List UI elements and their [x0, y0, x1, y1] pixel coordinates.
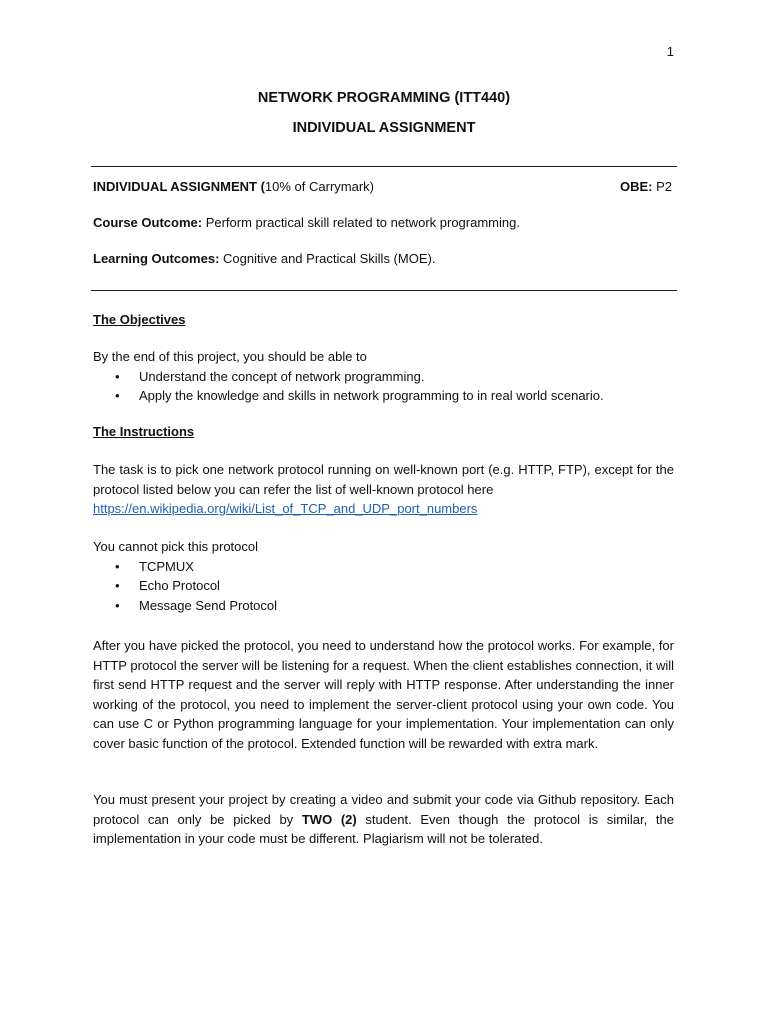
list-item — [93, 596, 674, 616]
list-item — [93, 367, 674, 387]
objectives-heading — [93, 310, 674, 330]
excluded-protocols-section — [93, 537, 674, 615]
list-item — [93, 557, 674, 577]
instructions-para1-text: The task is to pick one network protocol running on well-known port (e.g. HTTP, FTP), except for the protocol listed below you can refer the list of well-known protocol here — [93, 462, 674, 497]
course-outcome-label: Course Outcome: — [93, 215, 203, 230]
instructions-paragraph-2 — [93, 636, 674, 753]
assignment-paren: ( — [256, 179, 265, 194]
page-number: 1 — [666, 44, 674, 59]
assignment-weight-line — [93, 177, 374, 197]
learning-outcomes-label: Learning Outcomes: — [93, 251, 220, 266]
course-outcome-value: Perform practical skill related to network programming. — [202, 215, 520, 230]
list-item — [93, 576, 674, 596]
excluded-protocol: TCPMUX — [139, 558, 194, 574]
objective-text: Understand the concept of network programming. — [139, 368, 425, 384]
instructions-heading — [93, 422, 674, 442]
bullet-icon: • — [115, 578, 120, 593]
assignment-info-row — [93, 177, 674, 197]
learning-outcomes — [93, 249, 674, 269]
excluded-protocol: Echo Protocol — [139, 578, 220, 593]
excluded-protocol: Message Send Protocol — [139, 597, 278, 613]
bullet-icon: • — [115, 597, 120, 613]
wikipedia-port-list-link[interactable]: https://en.wikipedia.org/wiki/List_of_TCP_and_UDP_port_numbers — [93, 501, 478, 516]
cannot-pick-label: You cannot pick this protocol — [93, 539, 259, 554]
bullet-icon: • — [115, 388, 120, 403]
instructions-para3-text-b: student. Even though the protocol is similar, the implementation in your code must be different. Plagiarism will not be tolerated. — [93, 811, 674, 846]
instructions-para2-text: After you have picked the protocol, you need to understand how the protocol works. For example, for HTTP protocol the server will be listening for a request. When the client establishes connection, it will first send HTTP request and the server will reply with HTTP response. After understanding the inner working of the protocol, you need to implement the server-client protocol using your own code. You can use C or Python programming language for your implementation. Your implementation can only cover basic function of the protocol. Extended function will be rewarded with extra mark. — [93, 638, 674, 751]
obe-line — [620, 177, 674, 197]
document-title: NETWORK PROGRAMMING (ITT440) — [257, 90, 511, 106]
instructions-paragraph-3 — [93, 790, 674, 849]
instructions-para3-bold: TWO (2) — [301, 811, 357, 827]
bullet-icon: • — [115, 368, 120, 384]
learning-outcomes-value: Cognitive and Practical Skills (MOE). — [219, 251, 436, 266]
instructions-heading-text: The Instructions — [93, 424, 195, 439]
bottom-divider — [91, 290, 677, 291]
objectives-section — [93, 347, 674, 406]
instructions-paragraph-1 — [93, 460, 674, 519]
objectives-intro: By the end of this project, you should be able to — [93, 349, 367, 364]
bullet-icon: • — [115, 558, 120, 574]
course-outcome — [93, 213, 674, 233]
obe-value: P2 — [652, 179, 672, 194]
assignment-label: INDIVIDUAL ASSIGNMENT — [93, 179, 257, 194]
top-divider — [91, 166, 677, 167]
excluded-protocols-list — [93, 557, 674, 616]
objectives-list — [93, 367, 674, 406]
instructions-para3-text-a: You must present your project by creating a video and submit your code via Github repository. Each protocol can only be picked by — [93, 792, 674, 827]
list-item — [93, 386, 674, 406]
assignment-weight: 10% of Carrymark) — [264, 179, 374, 194]
document-subtitle: INDIVIDUAL ASSIGNMENT — [292, 120, 476, 136]
obe-label: OBE: — [619, 179, 653, 194]
objective-text: Apply the knowledge and skills in network programming to in real world scenario. — [139, 388, 604, 403]
objectives-heading-text: The Objectives — [93, 312, 186, 327]
